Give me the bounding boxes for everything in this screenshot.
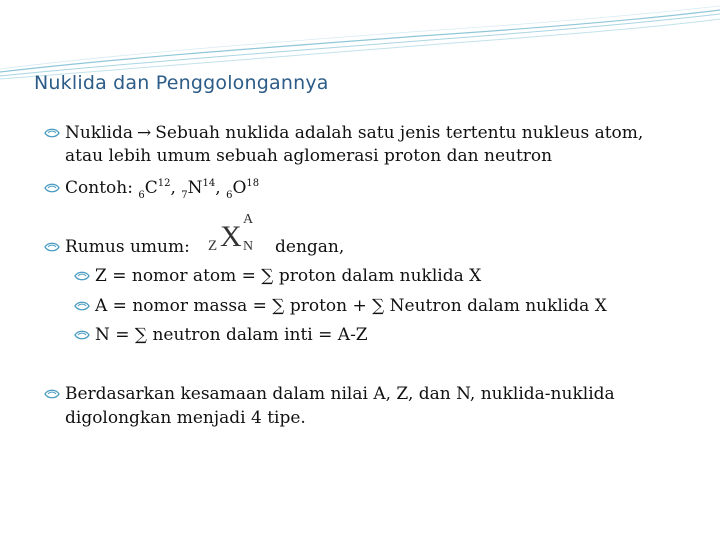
sub-definition-text: A = nomor massa = ∑ proton + ∑ Neutron dalam nuklida X	[95, 296, 607, 316]
nuclide-oxygen	[226, 178, 260, 201]
bullet-icon	[74, 297, 90, 309]
formula-z: Z	[208, 238, 218, 254]
formula-suffix: dengan,	[275, 237, 345, 257]
definition-text-line2: atau lebih umum sebuah aglomerasi proton dan neutron	[65, 146, 553, 166]
sub-definition-z	[74, 266, 481, 286]
nuclide-carbon	[138, 178, 171, 201]
bullet-icon	[44, 124, 60, 136]
bullet-icon	[44, 179, 60, 191]
example-bullet: Contoh: $_6C^{12}$, $_7N^{14}$, $_6O^{18}$	[44, 174, 259, 206]
formula-x: X	[220, 220, 242, 253]
nuclide-nitrogen	[181, 178, 216, 201]
formula-n: N	[243, 239, 254, 254]
nuclide-z: 7	[181, 190, 188, 201]
definition-text-line1: Sebuah nuklida adalah satu jenis tertentu nukleus atom,	[155, 123, 644, 143]
nuclide-symbol: O	[232, 178, 247, 198]
nuclide-a: 14	[202, 178, 216, 189]
sub-definition-text: Z = nomor atom = ∑ proton dalam nuklida X	[95, 266, 482, 286]
nuclide-z: 6	[226, 190, 233, 201]
bullet-icon	[74, 267, 90, 279]
nuclide-symbol: N	[187, 178, 203, 198]
nuclide-symbol: C	[144, 178, 158, 198]
nuclide-a: 12	[157, 178, 171, 189]
nuclide-z: 6	[138, 190, 145, 201]
sub-definition-text: N = ∑ neutron dalam inti = A-Z	[95, 325, 368, 345]
bullet-icon	[74, 326, 90, 338]
definition-term: Nuklida	[65, 123, 134, 143]
slide-title: Nuklida dan Penggolongannya	[34, 72, 329, 94]
definition-bullet	[44, 123, 643, 143]
nuclide-notation-formula	[206, 206, 264, 256]
example-label: Contoh:	[65, 178, 133, 198]
bullet-icon	[44, 238, 60, 250]
arrow-icon: →	[137, 123, 152, 143]
nuclide-a: 18	[246, 178, 260, 189]
sub-definition-a	[74, 296, 607, 316]
conclusion-line2: digolongkan menjadi 4 tipe.	[65, 408, 306, 428]
sub-definition-n	[74, 325, 368, 345]
conclusion-line1: Berdasarkan kesamaan dalam nilai A, Z, dan N, nuklida-nuklida	[65, 384, 615, 404]
bullet-icon	[44, 385, 60, 397]
formula-a: A	[243, 212, 254, 227]
formula-label: Rumus umum:	[65, 237, 190, 257]
formula-bullet	[44, 237, 190, 257]
conclusion-bullet	[44, 384, 615, 404]
